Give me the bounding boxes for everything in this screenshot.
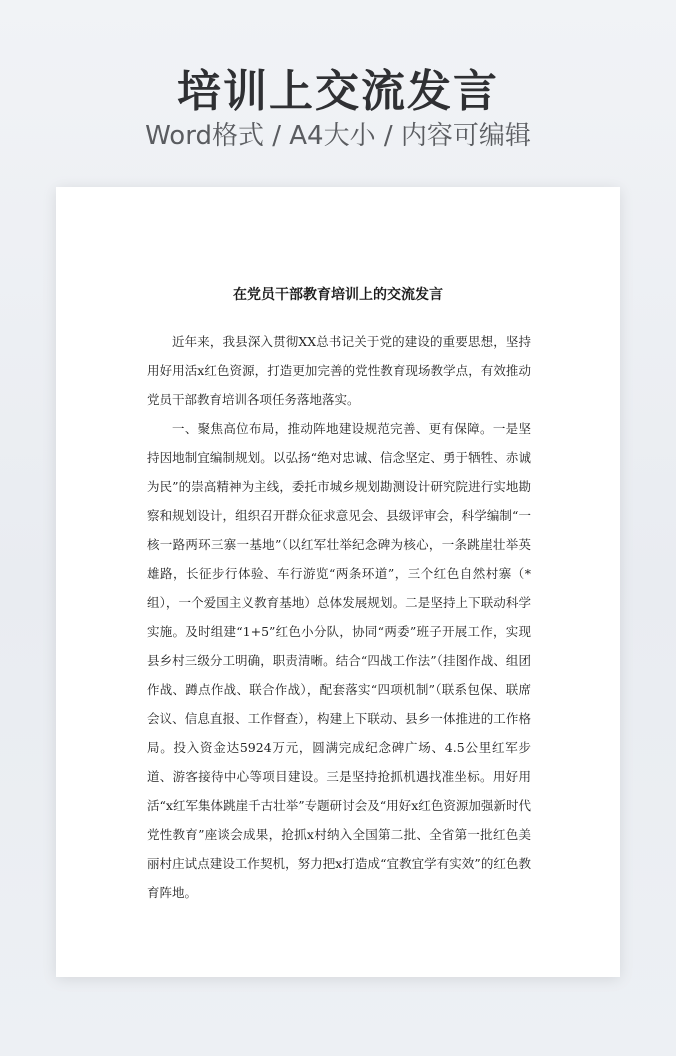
document-title: 在党员干部教育培训上的交流发言 [233,287,443,303]
paragraph-intro: 近年来，我县深入贯彻XX总书记关于党的建设的重要思想，坚持用好用活x红色资源，打造更加完善的党性教育现场教学点，有效推动党员干部教育培训各项任务落地落实。 [147,334,531,407]
document-body [147,327,531,907]
paragraph-section-one: 一、聚焦高位布局，推动阵地建设规范完善、更有保障。一是坚持因地制宜编制规划。以弘扬“绝对忠诚、信念坚定、勇于牺牲、赤诚为民”的崇高精神为主线，委托市城乡规划勘测设计研究院进行实地勘察和规划设计，组织召开群众征求意见会、县级评审会，科学编制“一核一路两环三寨一基地”（以红军壮举纪念碑为核心，一条跳崖壮举英雄路，长征步行体验、车行游览“两条环道”，三个红色自然村寨（*组），一个爱国主义教育基地）总体发展规划。二是坚持上下联动科学实施。及时组建“1+5”红色小分队，协同“两委”班子开展工作，实现县乡村三级分工明确，职责清晰。结合“四战工作法”（挂图作战、组团作战、蹲点作战、联合作战），配套落实“四项机制”（联系包保、联席会议、信息直报、工作督查），构建上下联动、县乡一体推进的工作格局。投入资金达5924万元，圆满完成纪念碑广场、4.5公里红军步道、游客接待中心等项目建设。三是坚持抢抓机遇找准坐标。用好用活“x红军集体跳崖千古壮举”专题研讨会及“用好x红色资源加强新时代党性教育”座谈会成果，抢抓x村纳入全国第二批、全省第一批红色美丽村庄试点建设工作契机，努力把x打造成“宜教宜学有实效”的红色教育阵地。 [147,421,531,900]
banner-title: 培训上交流发言 [177,66,499,117]
banner-subtitle: Word格式 / A4大小 / 内容可编辑 [145,121,531,151]
document-page [56,187,620,977]
